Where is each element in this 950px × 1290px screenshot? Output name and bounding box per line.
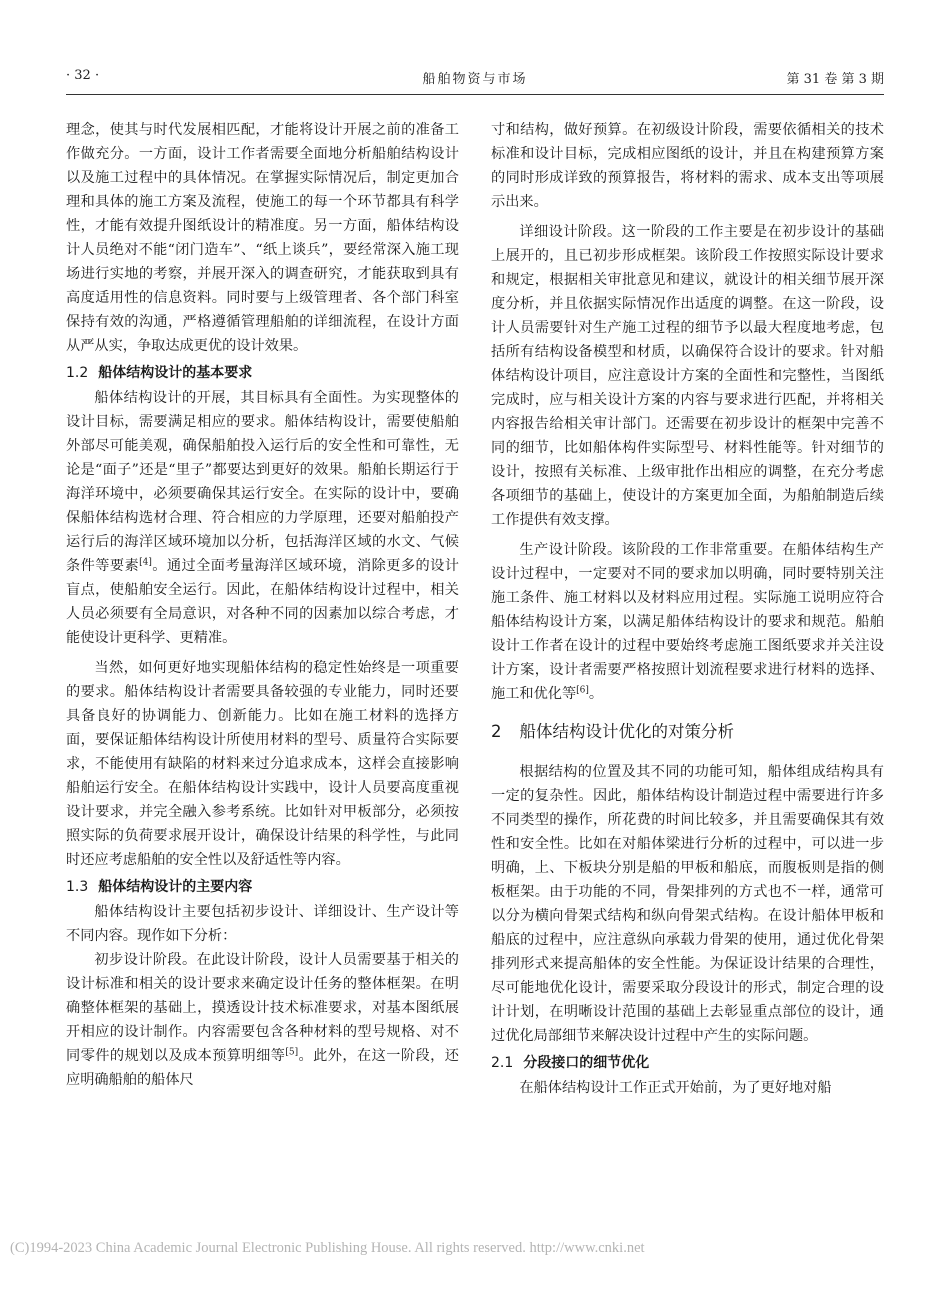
journal-title: 船舶物资与市场 — [422, 72, 528, 87]
section-heading-1-3: 1.3 船体结构设计的主要内容 — [66, 879, 253, 895]
section-heading-2-1: 2.1 分段接口的细节优化 — [491, 1055, 650, 1071]
citation-ref: [4] — [139, 557, 152, 568]
paragraph: 船体结构设计主要包括初步设计、详细设计、生产设计等不同内容。现作如下分析： — [66, 904, 459, 944]
header-rule — [66, 94, 884, 95]
left-column — [66, 118, 459, 1092]
paragraph: 详细设计阶段。这一阶段的工作主要是在初步设计的基础上展开的，且已初步形成框架。该阶段工作按照实际设计要求和规定，根据相关审批意见和建议，就设计的相关细节展开深度分析，并且依据实际情况作出适度的调整。在这一阶段，设计人员需要针对生产施工过程的细节予以最大程度地考虑，包括所有结构设备模型和材质，以确保符合设计的要求。针对船体结构设计项目，应注意设计方案的全面性和完整性，当图纸完成时，应与相关设计方案的内容与要求进行匹配，并将相关内容报告给相关审计部门。还需要在初步设计的框架中完善不同的细节，比如船体构件实际型号、材料性能等。针对细节的设计，按照有关标准、上级审批作出相应的调整，在充分考虑各项细节的基础上，使设计的方案更加全面，为船舶制造后续工作提供有效支撑。 — [491, 224, 884, 528]
paragraph: 当然，如何更好地实现船体结构的稳定性始终是一项重要的要求。船体结构设计者需要具备较强的专业能力，同时还要具备良好的协调能力、创新能力。比如在施工材料的选择方面，要保证船体结构设计所使用材料的型号、质量符合实际要求，不能使用有缺陷的材料来过分追求成本，这样会直接影响船舶运行安全。在船体结构设计实践中，设计人员要高度重视设计要求，并完全融入参考系统。比如针对甲板部分，必须按照实际的负荷要求展开设计，确保设计结果的科学性，与此同时还应考虑船舶的安全性以及舒适性等内容。 — [66, 660, 459, 868]
paragraph: 理念，使其与时代发展相匹配，才能将设计开展之前的准备工作做充分。一方面，设计工作者需要全面地分析船舶结构设计以及施工过程中的具体情况。在掌握实际情况后，制定更加合理和具体的施工方案及流程，使施工的每一个环节都具有科学性，才能有效提升图纸设计的精准度。另一方面，船体结构设计人员绝对不能“闭门造车”、“纸上谈兵”，要经常深入施工现场进行实地的考察，并展开深入的调查研究，才能获取到具有高度适用性的信息资料。同时要与上级管理者、各个部门科室保持有效的沟通，严格遵循管理船舶的详细流程，在设计方面从严从实，争取达成更优的设计效果。 — [66, 122, 459, 354]
paragraph: 根据结构的位置及其不同的功能可知，船体组成结构具有一定的复杂性。因此，船体结构设计制造过程中需要进行许多不同类型的操作，所花费的时间比较多，并且需要确保其有效性和安全性。比如在对船体梁进行分析的过程中，可以进一步明确，上、下板块分别是船的甲板和船底，而腹板则是指的侧板框架。由于功能的不同，骨架排列的方式也不一样，通常可以分为横向骨架式结构和纵向骨架式结构。在设计船体甲板和船底的过程中，应注意纵向承载力骨架的使用，通过优化骨架排列形式来提高船体的安全性能。为保证设计结果的合理性，尽可能地优化设计，需要采取分段设计的形式，制定合理的设计计划，在明晰设计范围的基础上去彰显重点部位的设计，通过优化局部细节来解决设计过程中产生的实际问题。 — [491, 764, 884, 1044]
paragraph: 寸和结构，做好预算。在初级设计阶段，需要依循相关的技术标准和设计目标，完成相应图纸的设计，并且在构建预算方案的同时形成详致的预算报告，将材料的需求、成本支出等项展示出来。 — [491, 122, 884, 210]
paragraph: 在船体结构设计工作正式开始前，为了更好地对船 — [519, 1080, 832, 1096]
citation-ref: [5] — [285, 1047, 299, 1058]
issue-label: 第 31 卷 第 3 期 — [786, 72, 884, 87]
running-header — [66, 68, 884, 90]
page-number: · 32 · — [66, 68, 100, 83]
section-heading-1-2: 1.2 船体结构设计的基本要求 — [66, 365, 253, 381]
right-column — [491, 118, 884, 1100]
paragraph: 船体结构设计的开展，其目标具有全面性。为实现整体的设计目标，需要满足相应的要求。船体结构设计，需要使船舶外部尽可能美观，确保船舶投入运行后的安全性和可靠性，无论是“面子”还是“里子”都要达到更好的效果。船舶长期运行于海洋环境中，必须要确保其运行安全。在实际的设计中，要确保船体结构选材合理、符合相应的力学原理，还要对船舶投产运行后的海洋区域环境加以分析，包括海洋区域的水文、气候条件等要素[4]。通过全面考量海洋区域环境，消除更多的设计盲点，使船舶安全运行。因此，在船体结构设计过程中，相关人员必须要有全局意识，对各种不同的因素加以综合考虑，才能使设计更科学、更精准。 — [66, 390, 459, 646]
section-heading-2: 2 船体结构设计优化的对策分析 — [491, 722, 734, 741]
paragraph: 初步设计阶段。在此设计阶段，设计人员需要基于相关的设计标准和相关的设计要求来确定设计任务的整体框架。在明确整体框架的基础上，摸透设计技术标准要求，对基本图纸展开相应的设计制作。内容需要包含各种材料的型号规格、对不同零件的规划以及成本预算明细等[5]。此外，在这一阶段，还应明确船舶的船体尺 — [66, 952, 459, 1088]
citation-ref: [6] — [576, 685, 589, 696]
copyright-watermark: (C)1994-2023 China Academic Journal Electronic Publishing House. All rights reserved. http://www.cnki.net — [10, 1240, 645, 1256]
paragraph: 生产设计阶段。该阶段的工作非常重要。在船体结构生产设计过程中，一定要对不同的要求加以明确，同时要特别关注施工条件、施工材料以及材料应用过程。实际施工说明应符合船体结构设计方案，以满足船体结构设计的要求和规范。船舶设计工作者在设计的过程中要始终考虑施工图纸要求并关注设计方案，设计者需要严格按照计划流程要求进行材料的选择、施工和优化等[6]。 — [491, 542, 884, 702]
